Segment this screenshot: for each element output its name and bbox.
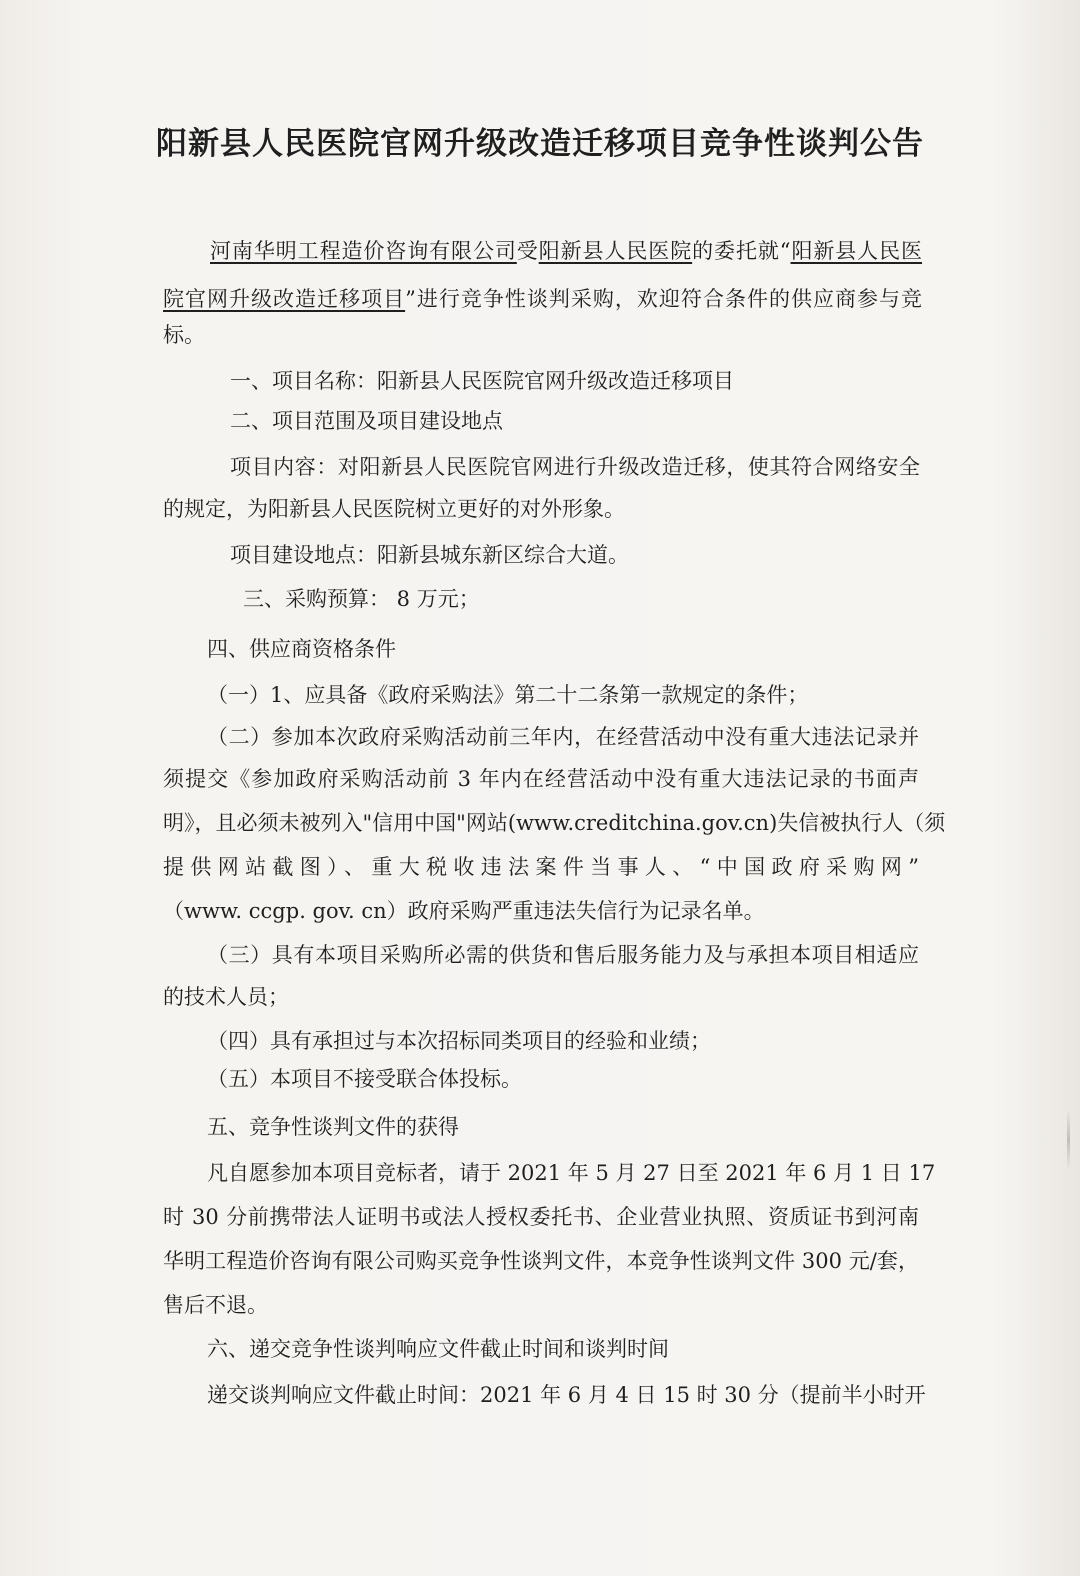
- section-5-line-2: 时 30 分前携带法人证明书或法人授权委托书、企业营业执照、资质证书到河南: [163, 1205, 919, 1229]
- qualification-3-line-1: （三）具有本项目采购所必需的供货和售后服务能力及与承担本项目相适应: [207, 943, 919, 967]
- qualification-2-line-2: 须提交《参加政府采购活动前 3 年内在经营活动中没有重大违法记录的书面声: [163, 767, 919, 791]
- project-name-part-1: 阳新县人民医: [790, 239, 923, 263]
- intro-line-2: [163, 284, 922, 314]
- qualification-2-line-5: （www. ccgp. gov. cn）政府采购严重违法失信行为记录名单。: [163, 899, 765, 923]
- page-title: 阳新县人民医院官网升级改造迁移项目竞争性谈判公告: [156, 126, 924, 162]
- intro-line-1: [210, 236, 922, 266]
- qualification-4: （四）具有承担过与本次招标同类项目的经验和业绩；: [207, 1029, 711, 1053]
- project-content-line-1: 项目内容：对阳新县人民医院官网进行升级改造迁移，使其符合网络安全: [230, 455, 920, 479]
- project-content-line-2: 的规定，为阳新县人民医院树立更好的对外形象。: [163, 497, 625, 521]
- section-5-line-4: 售后不退。: [163, 1293, 268, 1317]
- section-5-line-1: 凡自愿参加本项目竞标者，请于 2021 年 5 月 27 日至 2021 年 6 月 1 日 17: [207, 1161, 936, 1185]
- section-4-heading: 四、供应商资格条件: [207, 637, 396, 661]
- qualification-5: （五）本项目不接受联合体投标。: [207, 1067, 522, 1091]
- page-fold-shadow: [1067, 1110, 1070, 1170]
- section-1: 一、项目名称：阳新县人民医院官网升级改造迁移项目: [230, 369, 734, 393]
- project-name-part-2: 院官网升级改造迁移项目: [163, 287, 406, 311]
- project-location: 项目建设地点：阳新县城东新区综合大道。: [230, 543, 629, 567]
- section-3-budget: 三、采购预算： 8 万元；: [243, 587, 480, 611]
- intro-text: ”进行竞争性谈判采购，欢迎符合条件的供应商参与竞: [405, 287, 923, 311]
- section-2-heading: 二、项目范围及项目建设地点: [230, 409, 503, 433]
- agency-name: 河南华明工程造价咨询有限公司: [210, 239, 517, 263]
- client-name: 阳新县人民医院: [538, 239, 693, 263]
- intro-text: 受: [516, 239, 539, 263]
- section-6-heading: 六、递交竞争性谈判响应文件截止时间和谈判时间: [207, 1337, 669, 1361]
- section-6-line-1: 递交谈判响应文件截止时间：2021 年 6 月 4 日 15 时 30 分（提前半小时开: [207, 1383, 926, 1407]
- intro-line-3: 标。: [163, 323, 205, 347]
- section-5-heading: 五、竞争性谈判文件的获得: [207, 1115, 459, 1139]
- qualification-2-line-4: 提供网站截图）、重大税收违法案件当事人、“中国政府采购网”: [163, 855, 919, 879]
- qualification-2-line-3: 明》，且必须未被列入"信用中国"网站(www.creditchina.gov.cn)失信被执行人（须: [163, 811, 946, 835]
- qualification-1: （一）1、应具备《政府采购法》第二十二条第一款规定的条件；: [207, 683, 809, 707]
- intro-text: 的委托就“: [692, 239, 791, 263]
- qualification-3-line-2: 的技术人员；: [163, 985, 289, 1009]
- qualification-2-line-1: （二）参加本次政府采购活动前三年内，在经营活动中没有重大违法记录并: [207, 725, 919, 749]
- section-5-line-3: 华明工程造价咨询有限公司购买竞争性谈判文件，本竞争性谈判文件 300 元/套，: [163, 1249, 919, 1273]
